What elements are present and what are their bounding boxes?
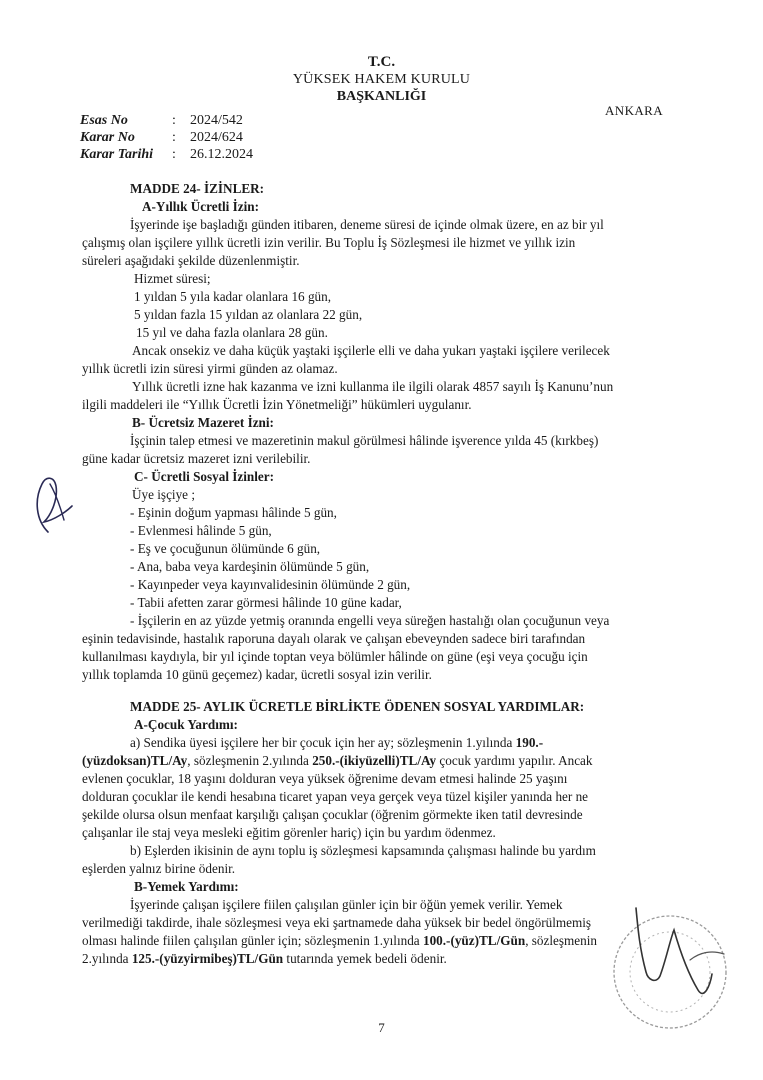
text-line: eşlerden yalnız birine ödenir. (82, 861, 236, 876)
list-item: 5 yıldan fazla 15 yıldan az olanlara 22 gün, (134, 307, 363, 322)
text-line: çalışanlar ile staj veya mesleki eğitim görenler hariç) için bu yardım ödenmez. (82, 825, 496, 840)
text-segment: , sözleşmenin (525, 933, 597, 948)
list-item: - İşçilerin en az yüzde yetmiş oranında engelli veya süreğen hastalığı olan çocuğunun veya (130, 613, 610, 628)
text-line: çalışmış olan işçilere yıllık ücretli izin verilir. Bu Toplu İş Sözleşmesi ile hizmet ve yıllık izin (82, 235, 576, 250)
list-item: - Evlenmesi hâlinde 5 gün, (130, 523, 272, 538)
text-line: şekilde olursa olsun menfaat karşılığı çalışan çocuklar (öğrenim görmekte iken tatil devresinde (82, 807, 583, 822)
official-seal-stamp (600, 900, 740, 1040)
spacer (82, 684, 714, 698)
text-line: İşçinin talep etmesi ve mazeretinin makul görülmesi hâlinde işverence yılda 45 (kırkbeş) (130, 433, 599, 448)
meta-value: 2024/624 (190, 130, 243, 145)
page-number: 7 (378, 1020, 385, 1035)
meta-colon: : (172, 147, 176, 162)
header-tc: T.C. (367, 54, 396, 70)
amount-bold: 100.-(yüz)TL/Gün (422, 933, 526, 948)
text-line (82, 734, 714, 752)
header-presidency: BAŞKANLIĞI (336, 89, 427, 104)
meta-value: 26.12.2024 (190, 147, 253, 162)
text-line: verilmediği takdirde, ihale sözleşmesi veya eki şartnamede daha yüksek bir bedel öngörülmemiş (82, 915, 592, 930)
list-item: - Kayınpeder veya kayınvalidesinin ölümünde 2 gün, (130, 577, 411, 592)
meta-value: 2024/542 (190, 113, 243, 128)
list-item: 1 yıldan 5 yıla kadar olanlara 16 gün, (134, 289, 332, 304)
text-line: süreleri aşağıdaki şekilde düzenlenmiştir. (82, 253, 300, 268)
article-24-title: MADDE 24- İZİNLER: (130, 181, 265, 196)
section-a-title: A-Yıllık Ücretli İzin: (142, 199, 259, 214)
text-line (82, 752, 714, 770)
text-line: İşyerinde işe başladığı günden itibaren, deneme süresi de içinde olmak üzere, en az bir yıl (130, 217, 604, 232)
text-line: Hizmet süresi; (134, 271, 211, 286)
meta-colon: : (172, 113, 176, 128)
text-line: güne kadar ücretsiz mazeret izni verilebilir. (82, 451, 311, 466)
text-line: dolduran çocuklar ile kendi hesabına ticaret yapan veya gerçek veya tüzel kişiler yanında her ne (82, 789, 589, 804)
text-line: eşinin tedavisinde, hastalık raporuna dayalı olarak ve çalışan ebeveynden sadece biri tarafından (82, 631, 586, 646)
document-body (82, 180, 714, 968)
section-b-title: B- Ücretsiz Mazeret İzni: (132, 415, 274, 430)
amount-bold: 125.-(yüzyirmibeş)TL/Gün (131, 951, 284, 966)
section-meal-title: B-Yemek Yardımı: (134, 879, 239, 894)
text-line: yıllık ücretli izin süresi yirmi günden az olamaz. (82, 361, 338, 376)
amount-bold: 250.-(ikiyüzelli)TL/Ay (312, 753, 437, 768)
text-segment: a) Sendika üyesi işçilere her bir çocuk için her ay; sözleşmenin 1.yılında (130, 735, 516, 750)
meta-row-tarih (80, 146, 253, 163)
handwritten-initial-mark (30, 470, 80, 540)
meta-row-esas (80, 112, 253, 129)
text-segment: , sözleşmenin 2.yılında (187, 753, 313, 768)
text-line: Yıllık ücretli izne hak kazanma ve izni kullanma ile ilgili olarak 4857 sayılı İş Kanunu’nun (132, 379, 614, 394)
text-line: ilgili maddeleri ile “Yıllık Ücretli İzin Yönetmeliği” hükümleri uygulanır. (82, 397, 472, 412)
text-line: yıllık toplamda 10 günü geçemez) kadar, ücretli sosyal izin verilir. (82, 667, 432, 682)
case-meta (80, 112, 253, 163)
document-header (0, 54, 763, 105)
text-segment: olması halinde fiilen çalışılan günler için; sözleşmenin 1.yılında (82, 933, 423, 948)
meta-key: Karar No (80, 130, 135, 145)
header-institution: YÜKSEK HAKEM KURULU (292, 72, 471, 87)
meta-colon: : (172, 130, 176, 145)
text-segment: tutarında yemek bedeli ödenir. (283, 951, 447, 966)
text-line: Üye işçiye ; (132, 487, 195, 502)
meta-key: Esas No (80, 113, 128, 128)
list-item: - Eş ve çocuğunun ölümünde 6 gün, (130, 541, 321, 556)
text-line: evlenen çocuklar, 18 yaşını dolduran veya yüksek öğrenime devam etmesi halinde 25 yaşını (82, 771, 568, 786)
section-child-title: A-Çocuk Yardımı: (134, 717, 238, 732)
city-label: ANKARA (605, 103, 664, 118)
list-item: 15 yıl ve daha fazla olanlara 28 gün. (136, 325, 328, 340)
meta-row-karar (80, 129, 253, 146)
amount-bold: (yüzdoksan)TL/Ay (82, 753, 188, 768)
amount-bold: 190.- (515, 735, 544, 750)
section-c-title: C- Ücretli Sosyal İzinler: (134, 469, 275, 484)
text-line: b) Eşlerden ikisinin de aynı toplu iş sözleşmesi kapsamında çalışması halinde bu yardım (130, 843, 596, 858)
text-line: kullanılması kaydıyla, bir yıl içinde toptan veya bölümler hâlinde on güne (eşi veya çocuğu için (82, 649, 588, 664)
article-25-title: MADDE 25- AYLIK ÜCRETLE BİRLİKTE ÖDENEN SOSYAL YARDIMLAR: (130, 699, 585, 714)
list-item: - Tabii afetten zarar görmesi hâlinde 10 güne kadar, (130, 595, 402, 610)
text-line: Ancak onsekiz ve daha küçük yaştaki işçilerle elli ve daha yukarı yaştaki işçilere verilecek (132, 343, 610, 358)
list-item: - Eşinin doğum yapması hâlinde 5 gün, (130, 505, 337, 520)
text-segment: 2.yılında (82, 951, 132, 966)
text-line: İşyerinde çalışan işçilere fiilen çalışılan günler için bir öğün yemek verilir. Yemek (130, 897, 563, 912)
list-item: - Ana, baba veya kardeşinin ölümünde 5 gün, (130, 559, 370, 574)
meta-key: Karar Tarihi (80, 147, 154, 162)
text-segment: çocuk yardımı yapılır. Ancak (436, 753, 593, 768)
